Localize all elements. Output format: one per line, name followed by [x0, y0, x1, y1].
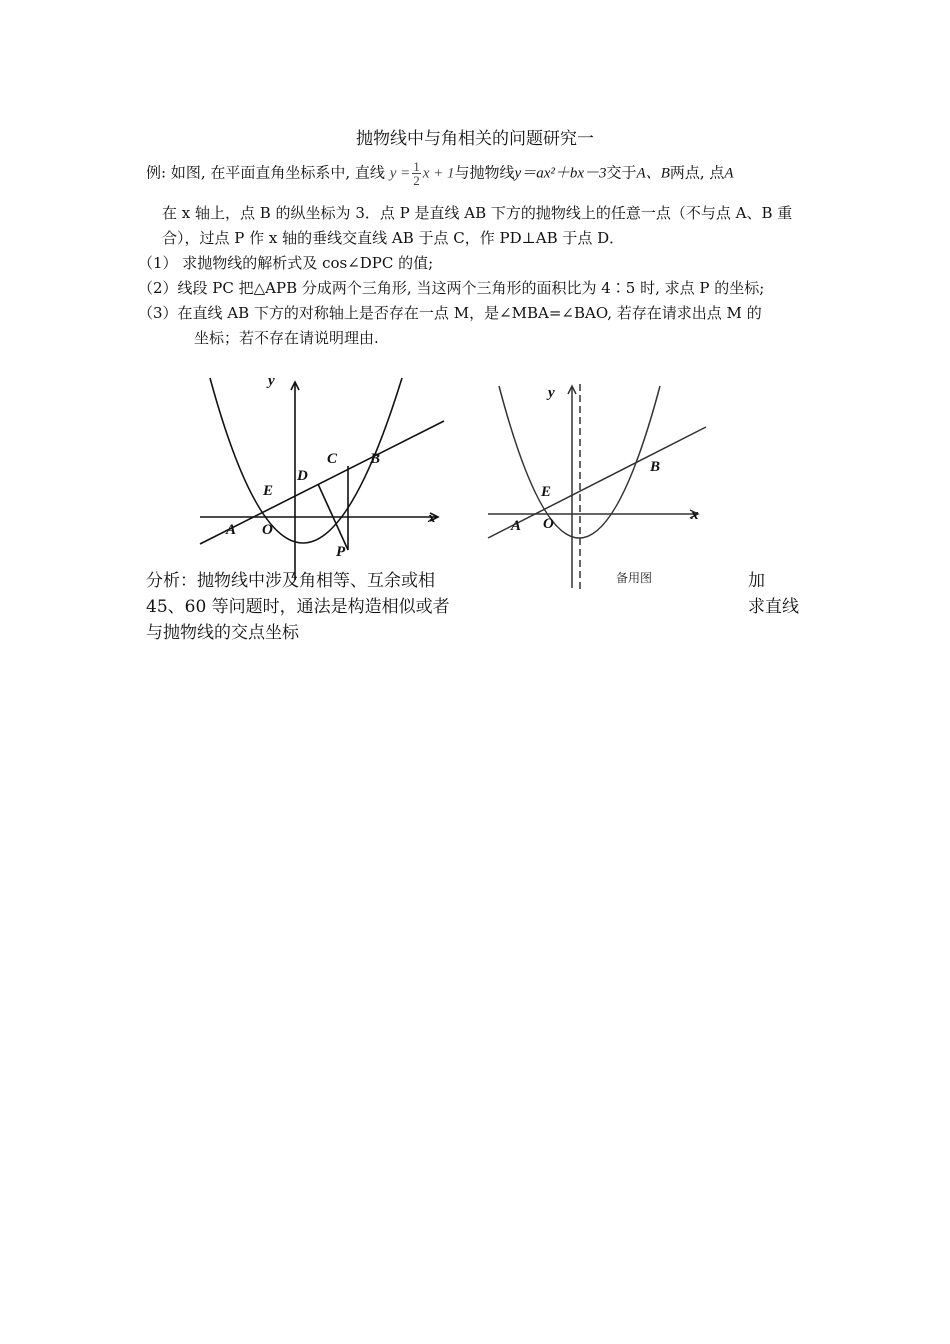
label-a: A	[226, 522, 237, 538]
parabola-equation: y＝ax²＋bx－3	[514, 165, 607, 182]
problem-text: 交于	[606, 163, 637, 182]
question-3-cont: 坐标；若不存在请说明理由.	[194, 329, 379, 347]
equation-y: y =	[389, 165, 411, 182]
question-3: （3）在直线 AB 下方的对称轴上是否存在一点 M，是∠MBA=∠BAO, 若存在请求出点 M 的	[138, 304, 762, 322]
label-p: P	[336, 544, 346, 560]
label-d: D	[297, 468, 308, 484]
fraction	[412, 160, 421, 187]
label-a: A	[511, 518, 522, 534]
problem-text: 两点, 点	[669, 163, 725, 182]
line-ab	[200, 421, 444, 544]
problem-line-1	[146, 160, 734, 187]
analysis-line-1b: 加	[748, 571, 765, 591]
label-y: y	[548, 385, 555, 401]
problem-text: 与抛物线	[454, 163, 515, 182]
analysis-line-2b: 求直线	[748, 597, 799, 617]
label-o: O	[543, 516, 554, 532]
analysis-line-2a: 45、60 等问题时，通法是构造相似或者	[146, 597, 450, 617]
question-2: （2）线段 PC 把△APB 分成两个三角形, 当这两个三角形的面积比为 4∶5 时, 求点 P 的坐标;	[138, 279, 765, 297]
fraction-numerator: 1	[413, 159, 420, 174]
analysis-line-1a: 分析：抛物线中涉及角相等、互余或相	[146, 571, 435, 591]
question-1: （1） 求抛物线的解析式及 cos∠DPC 的值;	[138, 254, 434, 272]
figure-1	[190, 368, 460, 588]
figure-2	[484, 378, 714, 593]
label-b: B	[370, 451, 381, 467]
label-y: y	[268, 373, 275, 389]
problem-line-2: 在 x 轴上，点 B 的纵坐标为 3．点 P 是直线 AB 下方的抛物线上的任意一点（不与点 A、B 重	[162, 204, 793, 222]
equation-rest: x + 1	[422, 165, 455, 182]
label-e: E	[541, 484, 552, 500]
label-e: E	[263, 483, 274, 499]
figure-caption: 备用图	[616, 571, 653, 585]
label-b: B	[650, 459, 661, 475]
label-x: x	[428, 510, 436, 526]
example-label: 例	[146, 163, 162, 182]
point-a: A	[724, 165, 734, 182]
label-o: O	[262, 522, 273, 538]
points-ab: A、B	[636, 165, 670, 182]
label-x: x	[691, 507, 699, 523]
analysis-line-3: 与抛物线的交点坐标	[146, 623, 299, 643]
problem-text: : 如图, 在平面直角坐标系中, 直线	[161, 163, 385, 182]
label-c: C	[327, 451, 338, 467]
problem-line-3: 合），过点 P 作 x 轴的垂线交直线 AB 于点 C，作 PD⊥AB 于点 D．	[162, 229, 625, 247]
fraction-denominator: 2	[413, 173, 420, 188]
page-title: 抛物线中与角相关的问题研究一	[356, 129, 594, 149]
